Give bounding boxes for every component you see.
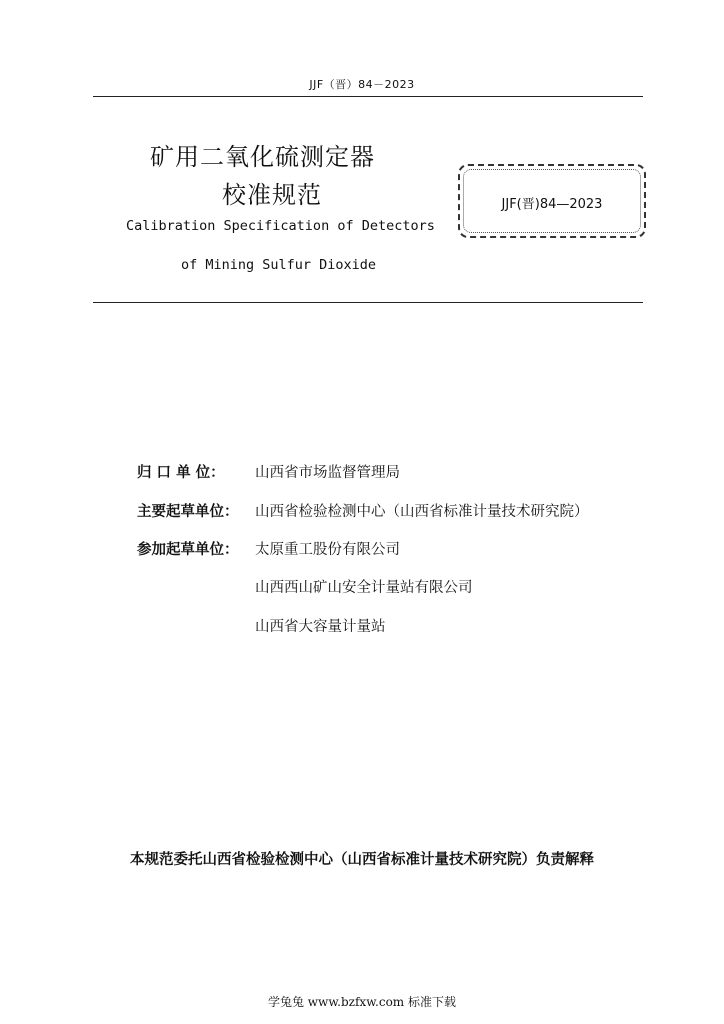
main-drafter-label: 主要起草单位： [137, 504, 239, 520]
participating-drafter-value-2: 山西西山矿山安全计量站有限公司 [255, 580, 473, 596]
header-rule [93, 96, 643, 97]
competent-unit-value: 山西省市场监督管理局 [255, 465, 400, 481]
competent-unit-row [137, 461, 400, 482]
competent-unit-label: 归 口 单 位： [137, 465, 225, 481]
participating-drafter-value-3: 山西省大容量计量站 [255, 619, 386, 635]
title-chinese-line2: 校准规范 [222, 181, 322, 209]
main-drafter-row [137, 500, 589, 521]
title-chinese-line1: 矿用二氧化硫测定器 [150, 143, 375, 171]
interpretation-statement: 本规范委托山西省检验检测中心（山西省标准计量技术研究院）负责解释 [130, 852, 594, 868]
title-english-line2: of Mining Sulfur Dioxide [181, 257, 377, 273]
main-drafter-value: 山西省检验检测中心（山西省标准计量技术研究院） [255, 504, 589, 520]
participating-drafter-row [137, 538, 400, 559]
header-standard-code: JJF（晋）84－2023 [309, 78, 415, 91]
footer-watermark: 学兔兔 www.bzfxw.com 标准下载 [267, 995, 457, 1009]
participating-drafter-label: 参加起草单位： [137, 542, 239, 558]
title-english-line1: Calibration Specification of Detectors [126, 218, 435, 234]
participating-drafter-value-1: 太原重工股份有限公司 [255, 542, 400, 558]
title-section-rule [93, 302, 643, 303]
standard-code-box-text: JJF(晋)84—2023 [501, 197, 603, 212]
standard-code-box [458, 164, 646, 238]
